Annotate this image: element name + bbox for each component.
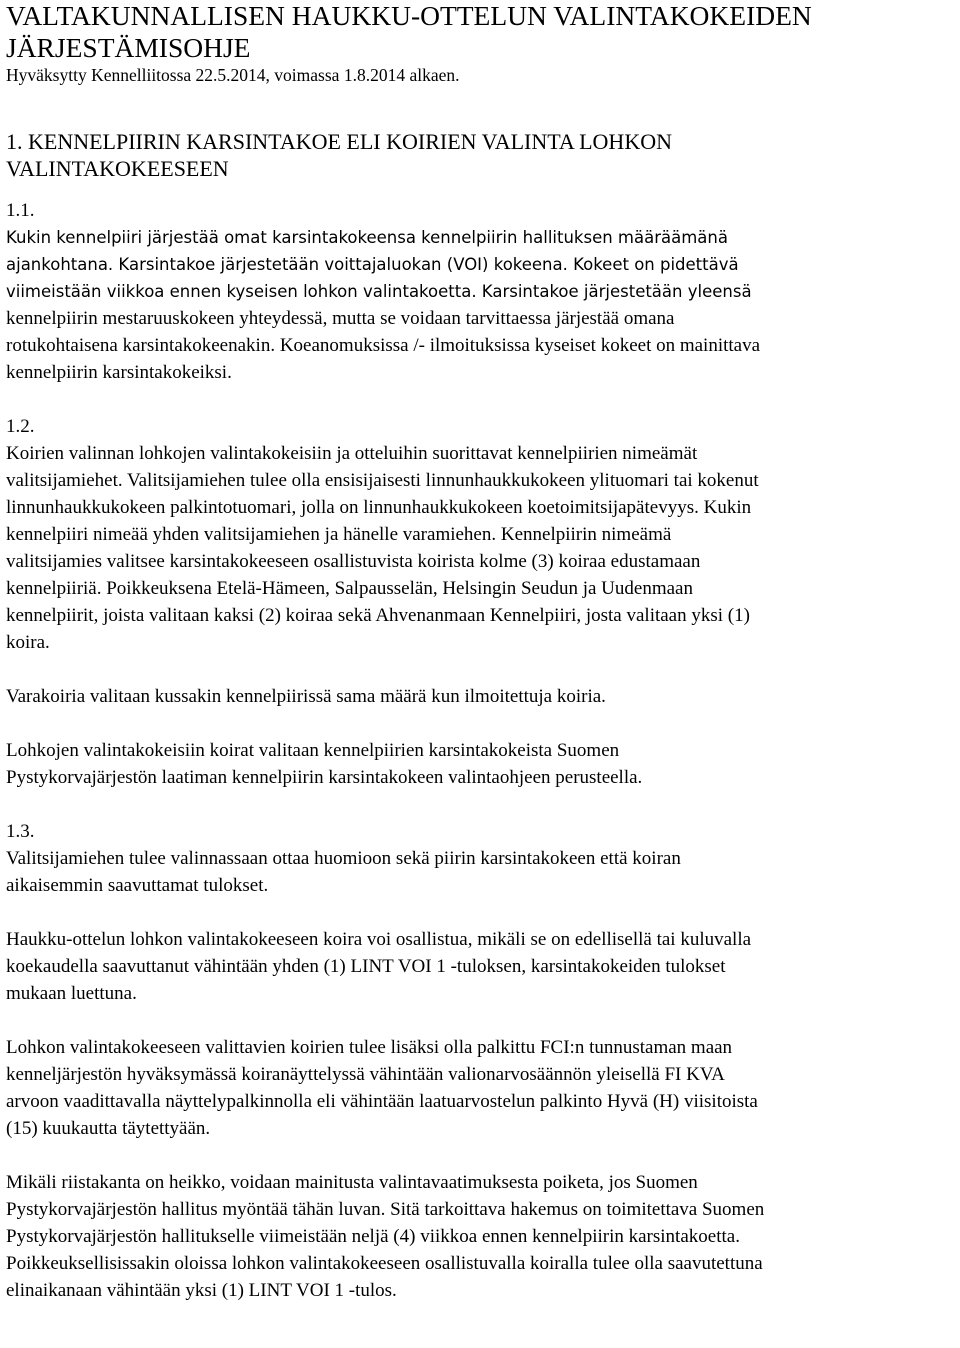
text-line: valitsijamies valitsee karsintakokeeseen osallistuvista koirista kolme (3) koiraa edustamaan [6,551,701,572]
paragraph [6,845,956,899]
subsection-1-3 [6,818,956,1304]
subsection-number: 1.3. [6,821,35,842]
text-line: koira. [6,632,50,653]
section-1-heading [6,128,956,182]
text-line: Pystykorvajärjestön laatiman kennelpiirin karsintakokeen valintaohjeen perusteella. [6,767,643,788]
text-line: aikaisemmin saavuttamat tulokset. [6,875,269,896]
text-line: Kukin kennelpiiri järjestää omat karsintakokeensa kennelpiirin hallituksen määräämänä [6,228,728,247]
text-line: ajankohtana. Karsintakoe järjestetään voittajaluokan (VOI) kokeena. Kokeet on pidettävä [6,255,739,274]
paragraph [6,224,956,386]
text-line: (15) kuukautta täytettyään. [6,1118,211,1139]
subsection-number: 1.1. [6,200,35,221]
document-title [6,0,956,64]
text-line: elinaikanaan vähintään yksi (1) LINT VOI 1 -tulos. [6,1280,397,1301]
text-line: linnunhaukkukokeen palkintotuomari, jolla on linnunhaukkukokeen koetoimitsijapätevyys. Kukin [6,497,752,518]
document-page [6,0,956,1304]
text-line: Koirien valinnan lohkojen valintakokeisiin ja otteluihin suorittavat kennelpiirien nimeämät [6,443,698,464]
approval-note: Hyväksytty Kennelliitossa 22.5.2014, voimassa 1.8.2014 alkaen. [6,65,460,85]
text-line: arvoon vaadittavalla näyttelypalkinnolla eli vähintään laatuarvostelun palkinto Hyvä (H) viisitoista [6,1091,758,1112]
text-line: viimeistään viikkoa ennen kyseisen lohkon valintakoetta. Karsintakoe järjestetään yleensä [6,282,752,301]
text-line: kennelpiiriä. Poikkeuksena Etelä-Hämeen, Salpausselän, Helsingin Seudun ja Uudenmaan [6,578,693,599]
paragraph [6,737,956,791]
text-line: kennelpiiri nimeää yhden valitsijamiehen ja hänelle varamiehen. Kennelpiirin nimeämä [6,524,672,545]
paragraph [6,1169,956,1304]
text-line: Lohkojen valintakokeisiin koirat valitaan kennelpiirien karsintakokeista Suomen [6,740,620,761]
subsection-number: 1.2. [6,416,35,437]
text-line: mukaan luettuna. [6,983,137,1004]
text-line: koekaudella saavuttanut vähintään yhden (1) LINT VOI 1 -tuloksen, karsintakokeiden tulokset [6,956,726,977]
text-line: Pystykorvajärjestön hallitus myöntää tähän luvan. Sitä tarkoittava hakemus on toimitettava Suomen [6,1199,765,1220]
text-line: kennelpiirin karsintakokeiksi. [6,362,232,383]
document-title-line-1: VALTAKUNNALLISEN HAUKKU-OTTELUN VALINTAKOKEIDEN [6,0,812,31]
text-line: rotukohtaisena karsintakokeenakin. Koeanomuksissa /- ilmoituksissa kyseiset kokeet on mainittava [6,335,761,356]
text-line: kennelpiirin mestaruuskokeen yhteydessä, mutta se voidaan tarvittaessa järjestää omana [6,308,675,329]
paragraph [6,1034,956,1142]
subsection-1-2 [6,413,956,791]
subsection-1-1 [6,197,956,386]
text-line: Poikkeuksellisissakin oloissa lohkon valintakokeeseen osallistuvalla koiralla tulee olla saavutettuna [6,1253,763,1274]
text-line: valitsijamiehet. Valitsijamiehen tulee olla ensisijaisesti linnunhaukkukokeen ylituomari tai kokenut [6,470,759,491]
section-1-heading-line-1: 1. KENNELPIIRIN KARSINTAKOE ELI KOIRIEN VALINTA LOHKON [6,129,672,154]
document-title-line-2: JÄRJESTÄMISOHJE [6,32,251,63]
text-line: Pystykorvajärjestön hallitukselle viimeistään neljä (4) viikkoa ennen kennelpiirin karsintakoetta. [6,1226,740,1247]
text-line: Lohkon valintakokeeseen valittavien koirien tulee lisäksi olla palkittu FCI:n tunnustaman maan [6,1037,733,1058]
paragraph [6,926,956,1007]
text-line: Mikäli riistakanta on heikko, voidaan mainitusta valintavaatimuksesta poiketa, jos Suomen [6,1172,698,1193]
text-line: Haukku-ottelun lohkon valintakokeeseen koira voi osallistua, mikäli se on edellisellä tai kuluvalla [6,929,752,950]
paragraph: Varakoiria valitaan kussakin kennelpiirissä sama määrä kun ilmoitettuja koiria. [6,686,606,707]
paragraph [6,440,956,656]
text-line: kenneljärjestön hyväksymässä koiranäyttelyssä vähintään valionarvosäännön yleisellä FI KVA [6,1064,725,1085]
text-line: Valitsijamiehen tulee valinnassaan ottaa huomioon sekä piirin karsintakokeen että koiran [6,848,681,869]
section-1-heading-line-2: VALINTAKOKEESEEN [6,156,229,181]
text-line: kennelpiirit, joista valitaan kaksi (2) koiraa sekä Ahvenanmaan Kennelpiiri, josta valitaan yksi (1) [6,605,750,626]
